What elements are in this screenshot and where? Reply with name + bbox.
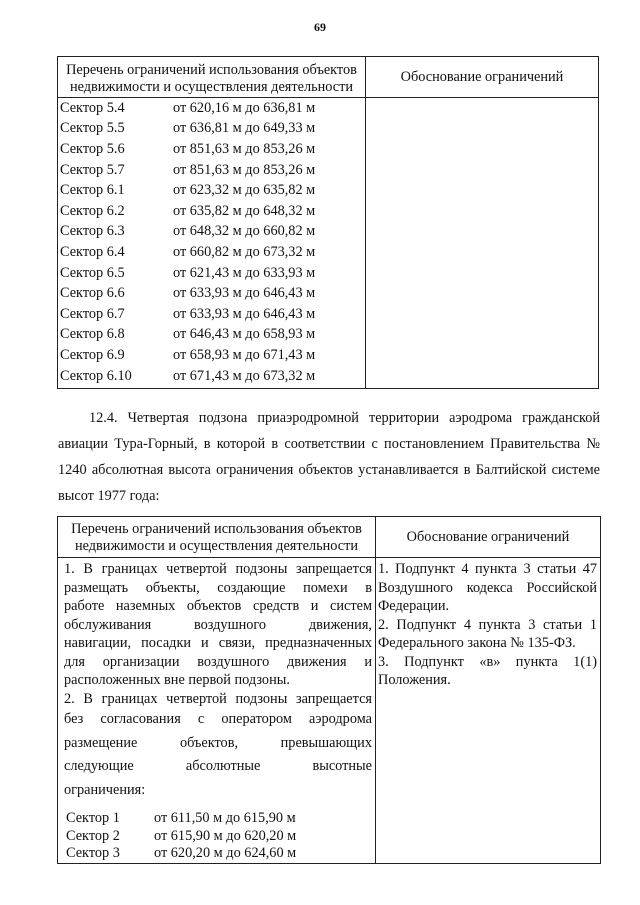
table-row	[64, 810, 372, 828]
text-line: ограничения:	[64, 781, 146, 798]
sector-range: от 648,32 м до 660,82 м	[173, 223, 316, 240]
text-line: без согласования с оператором аэродрома	[64, 711, 372, 727]
justification-cell	[366, 98, 599, 389]
text-line: 2. В границах четвертой подзоны запрещается	[64, 690, 372, 707]
table-row	[60, 180, 365, 201]
text-line: Воздушного кодекса Российской	[378, 579, 597, 596]
sector-name: Сектор 5.7	[60, 161, 125, 178]
text-line: Федерации.	[378, 598, 450, 614]
sector-name: Сектор 1	[66, 810, 120, 827]
header-restrictions-list: Перечень ограничений использования объектов недвижимости и осуществления деятельности	[58, 517, 376, 558]
sector-name: Сектор 6.2	[60, 202, 125, 219]
text-line: 2. Подпункт 4 пункта 3 статьи 1	[378, 616, 597, 633]
sector-name: Сектор 6.10	[60, 367, 132, 384]
text-line: размещать объекты, создающие помехи в	[64, 579, 372, 596]
sector-list	[58, 98, 366, 389]
text-line: размещение объектов, превышающих	[64, 734, 372, 751]
text-line: для организации воздушного движения и	[64, 653, 372, 670]
sector-range: от 620,16 м до 636,81 м	[173, 99, 316, 116]
sector-range: от 851,63 м до 853,26 м	[173, 161, 316, 178]
restrictions-text-cell	[58, 558, 376, 864]
sector-range: от 620,20 м до 624,60 м	[154, 845, 297, 862]
text-line: Федерального закона № 135-ФЗ.	[378, 635, 576, 651]
sector-name: Сектор 6.9	[60, 346, 125, 363]
sector-name: Сектор 6.3	[60, 223, 125, 240]
sector-range: от 623,32 м до 635,82 м	[173, 182, 316, 199]
sector-name: Сектор 5.5	[60, 120, 125, 137]
sector-name: Сектор 6.8	[60, 326, 125, 343]
sector-range: от 635,82 м до 648,32 м	[173, 202, 316, 219]
sector-range: от 621,43 м до 633,93 м	[173, 264, 316, 281]
sector-name: Сектор 6.1	[60, 182, 125, 199]
justification-cell	[376, 558, 601, 864]
table-row	[60, 119, 365, 140]
restrictions-table-1	[57, 56, 599, 389]
sector-range: от 611,50 м до 615,90 м	[154, 810, 296, 827]
sector-range: от 660,82 м до 673,32 м	[173, 243, 316, 260]
table-row	[64, 828, 372, 846]
table-row	[60, 325, 365, 346]
table-row	[60, 98, 365, 119]
table-body-row	[58, 98, 599, 389]
sector-range: от 671,43 м до 673,32 м	[173, 367, 316, 384]
sector-range: от 636,81 м до 649,33 м	[173, 120, 316, 137]
header-restrictions-list: Перечень ограничений использования объектов недвижимости и осуществления деятельности	[58, 57, 366, 98]
text-line: обслуживания воздушного движения,	[64, 616, 372, 633]
sector-range: от 615,90 м до 620,20 м	[154, 827, 297, 844]
sector-name: Сектор 6.4	[60, 243, 125, 260]
sector-range: от 646,43 м до 658,93 м	[173, 326, 316, 343]
sector-name: Сектор 2	[66, 827, 120, 844]
paragraph-12-4: 12.4. Четвертая подзона приаэродромной территории аэродрома гражданской авиации Тура-Горный, в которой в соответствии с постановлением Правительства № 1240 абсолютная высота ограничения объектов устанавливается в Балтийской системе высот 1977 года:	[58, 410, 600, 504]
restrictions-table-2	[57, 516, 601, 864]
sector-name: Сектор 5.6	[60, 140, 125, 157]
table-row	[60, 139, 365, 160]
sector-range: от 633,93 м до 646,43 м	[173, 305, 316, 322]
text-line: Положения.	[378, 672, 451, 688]
sector-range: от 851,63 м до 853,26 м	[173, 140, 316, 157]
table-row	[60, 345, 365, 366]
sector-range: от 658,93 м до 671,43 м	[173, 346, 316, 363]
table-row	[60, 283, 365, 304]
table-body-row	[58, 558, 601, 864]
table-row	[60, 366, 365, 387]
table-row	[60, 263, 365, 284]
sector-name: Сектор 6.6	[60, 285, 125, 302]
table-row	[60, 222, 365, 243]
sector-list	[64, 810, 372, 863]
text-line: 1. Подпункт 4 пункта 3 статьи 47	[378, 561, 597, 577]
text-line: навигации, посадки и связи, предназначенных	[64, 635, 372, 651]
text-line: 1. В границах четвертой подзоны запрещается	[64, 561, 372, 577]
table-row	[60, 242, 365, 263]
text-line: работе наземных объектов средств и систем	[64, 598, 372, 614]
sector-name: Сектор 5.4	[60, 99, 125, 116]
text-line: 3. Подпункт «в» пункта 1(1)	[378, 653, 597, 670]
page-number: 69	[314, 20, 326, 34]
text-line: следующие абсолютные высотные	[64, 758, 372, 774]
sector-name: Сектор 3	[66, 845, 120, 862]
table-header-row	[58, 57, 599, 98]
table-row	[60, 304, 365, 325]
sector-name: Сектор 6.7	[60, 305, 125, 322]
header-justification: Обоснование ограничений	[366, 57, 599, 98]
header-justification: Обоснование ограничений	[376, 517, 601, 558]
table-row	[60, 160, 365, 181]
table-row	[60, 201, 365, 222]
text-line: расположенных вне первой подзоны.	[64, 672, 290, 688]
sector-name: Сектор 6.5	[60, 264, 125, 281]
sector-range: от 633,93 м до 646,43 м	[173, 285, 316, 302]
table-header-row	[58, 517, 601, 558]
table-row	[64, 845, 372, 863]
